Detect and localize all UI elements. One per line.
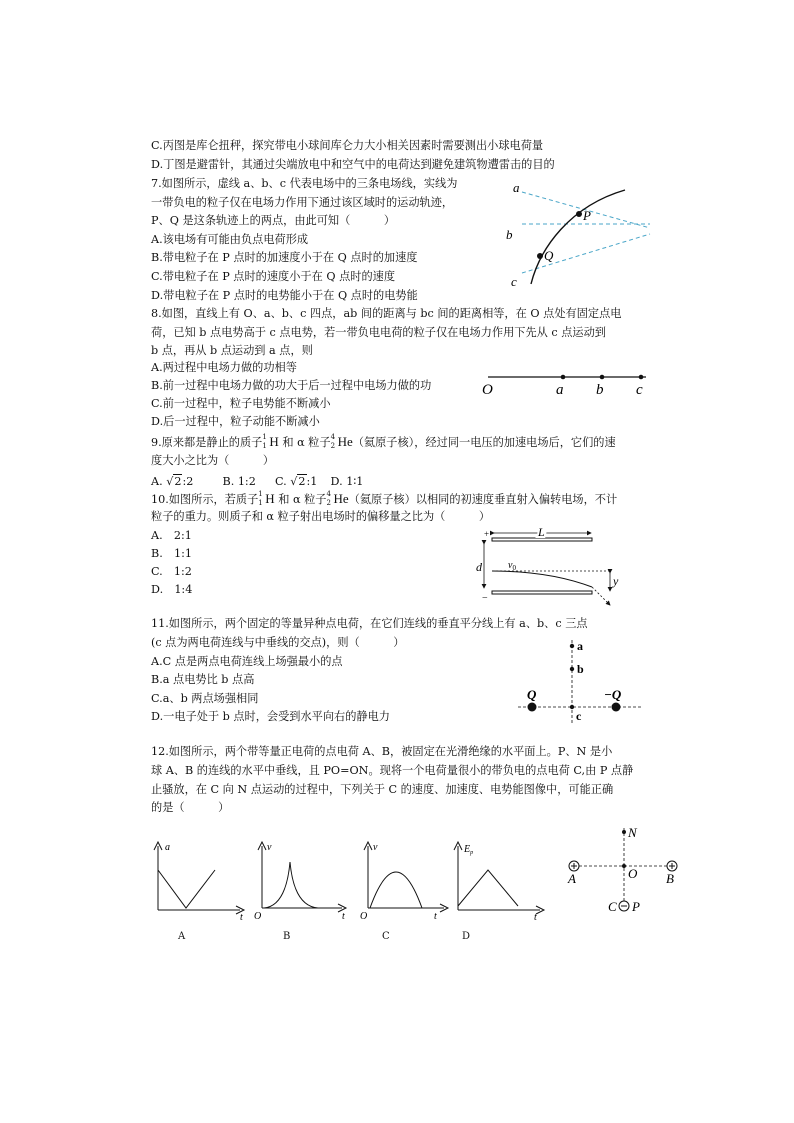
q7-stem-line1: 7.如图所示，虚线 a、b、c 代表电场中的三条电场线，实线为 bbox=[151, 177, 458, 190]
q12-graph-a bbox=[150, 840, 250, 922]
q11-positive-q-label: Q bbox=[527, 687, 537, 702]
q10-minus-sign: − bbox=[482, 593, 488, 604]
q7-stem-line3: P、Q 是这条轨迹上的两点，由此可知（ ） bbox=[151, 214, 396, 227]
q12-graph-c-ylabel: v bbox=[373, 842, 378, 853]
q6-option-c: C.丙图是库仑扭秤，探究带电小球间库仑力大小相关因素时需要测出小球电荷量 bbox=[151, 139, 544, 152]
q10-gap-label: d bbox=[476, 560, 482, 574]
q7-label-p: P bbox=[583, 208, 591, 223]
q7-field-lines-figure bbox=[500, 178, 660, 290]
q12-graph-c-origin: O bbox=[360, 911, 368, 922]
q10-option-c: C. 1:2 bbox=[151, 565, 192, 578]
q9-option-a: A. √2:2 bbox=[151, 475, 194, 488]
q10-length-label: L bbox=[538, 525, 545, 539]
proton-isotope: 1 1 bbox=[258, 490, 263, 507]
q10-option-d: D. 1:4 bbox=[151, 583, 193, 596]
q8-stem-line2: 荷，已知 b 点电势高于 c 点电势，若一带负电电荷的粒子仅在电场力作用下先从 c 点运动到 bbox=[151, 326, 606, 339]
q12-stem-line1: 12.如图所示，两个带等量正电荷的点电荷 A、B，被固定在光滑绝缘的水平面上。P、N 是小 bbox=[151, 745, 613, 758]
q8-option-a: A.两过程中电场力做的功相等 bbox=[151, 361, 297, 374]
q12-stem-line2: 球 A、B 的连线的水平中垂线，且 PO=ON。现将一个电荷量很小的带负电的点电荷 C,由 P 点静 bbox=[151, 764, 634, 777]
proton-isotope: 1 1 bbox=[262, 433, 267, 450]
q11-option-d: D.一电子处于 b 点时，会受到水平向右的静电力 bbox=[151, 710, 390, 723]
q12-label-o: O bbox=[628, 866, 638, 881]
q11-negative-q-label: −Q bbox=[604, 687, 622, 702]
q10-text-1: 10.如图所示，若质子 bbox=[151, 493, 259, 506]
q8-stem-line3: b 点，再从 b 点运动到 a 点，则 bbox=[151, 344, 313, 357]
q8-option-d: D.后一过程中，粒子动能不断减小 bbox=[151, 415, 320, 428]
q10-stem-line1 bbox=[151, 492, 617, 507]
q11-dipole-figure bbox=[510, 636, 650, 726]
q12-charges-figure bbox=[560, 820, 690, 920]
q12-label-b: B bbox=[666, 871, 674, 886]
q7-stem-line2: 一带负电的粒子仅在电场力作用下通过该区域时的运动轨迹， bbox=[151, 196, 454, 209]
q9-option-c: C. √2:1 bbox=[274, 475, 318, 488]
q7-label-b: b bbox=[506, 227, 513, 242]
q7-option-d: D.带电粒子在 P 点时的电势能小于在 Q 点时的电势能 bbox=[151, 289, 418, 302]
q10-option-a: A. 2:1 bbox=[151, 529, 192, 542]
q12-label-c: C bbox=[608, 899, 617, 914]
q9-text-2: 和 α 粒子 bbox=[278, 436, 331, 449]
q8-line-figure bbox=[478, 368, 658, 400]
q12-label-a: A bbox=[568, 871, 576, 886]
alpha-isotope: 4 2 bbox=[330, 433, 336, 450]
q9-stem-line1 bbox=[151, 435, 616, 450]
q8-label-o: O bbox=[482, 382, 493, 398]
q11-option-b: B.a 点电势比 b 点高 bbox=[151, 673, 255, 686]
q10-option-b: B. 1:1 bbox=[151, 547, 192, 560]
q8-stem-line1: 8.如图，直线上有 O、a、b、c 四点，ab 间的距离与 bc 间的距离相等，在 O 点处有固定点电 bbox=[151, 307, 622, 320]
q12-caption-c: C bbox=[382, 931, 390, 942]
q10-deflection-figure bbox=[470, 525, 630, 610]
q12-graph-c-xlabel: t bbox=[434, 911, 437, 922]
q7-label-c: c bbox=[511, 274, 517, 289]
alpha-isotope: 4 2 bbox=[326, 490, 331, 507]
q12-label-n: N bbox=[628, 825, 637, 840]
hydrogen-symbol: H bbox=[269, 434, 279, 449]
q10-y-label: y bbox=[613, 574, 619, 588]
q11-option-c: C.a、b 两点场强相同 bbox=[151, 692, 259, 705]
q12-caption-d: D bbox=[462, 931, 471, 942]
q8-label-a: a bbox=[556, 382, 564, 398]
q11-stem-line2: (c 点为两电荷连线与中垂线的交点)，则（ ） bbox=[151, 636, 405, 649]
q8-option-b: B.前一过程中电场力做的功大于后一过程中电场力做的功 bbox=[151, 379, 432, 392]
q12-stem-line3: 止骚放，在 C 向 N 点运动的过程中，下列关于 C 的速度、加速度、电势能图像中，可能正确 bbox=[151, 783, 614, 796]
q7-label-q: Q bbox=[544, 248, 554, 263]
q12-graph-d-ylabel: $E_p$ bbox=[464, 844, 474, 856]
q10-v0-label: $v_0$ bbox=[508, 560, 516, 572]
q8-option-c: C.前一过程中，粒子电势能不断减小 bbox=[151, 397, 331, 410]
helium-symbol: He bbox=[337, 434, 353, 449]
q7-option-c: C.带电粒子在 P 点时的速度小于在 Q 点时的速度 bbox=[151, 270, 396, 283]
q12-graph-b-origin: O bbox=[254, 911, 262, 922]
hydrogen-symbol: H bbox=[265, 491, 275, 506]
q12-stem-line4: 的是（ ） bbox=[151, 801, 230, 814]
q12-label-p: P bbox=[632, 899, 640, 914]
q9-option-d: D. 1∶1 bbox=[330, 475, 364, 488]
q11-label-a: a bbox=[577, 639, 583, 653]
q6-option-d: D.丁图是避雷针，其通过尖端放电中和空气中的电荷达到避免建筑物遭雷击的目的 bbox=[151, 158, 555, 171]
q11-stem-line1: 11.如图所示，两个固定的等量异种点电荷，在它们连线的垂直平分线上有 a、b、c 三点 bbox=[151, 617, 588, 630]
q12-graph-b-ylabel: v bbox=[267, 842, 272, 853]
q12-graph-b-xlabel: t bbox=[342, 911, 345, 922]
q12-caption-b: B bbox=[283, 931, 291, 942]
q11-label-b: b bbox=[577, 662, 584, 676]
q10-stem-line2: 粒子的重力。则质子和 α 粒子射出电场时的偏移量之比为（ ） bbox=[151, 510, 491, 523]
q12-graph-d bbox=[450, 840, 550, 922]
q9-text-3: （氦原子核），经过同一电压的加速电场后，它们的速 bbox=[352, 436, 616, 449]
q9-option-b: B. 1:2 bbox=[222, 475, 256, 488]
q8-label-c: c bbox=[636, 382, 643, 398]
q9-text-1: 9.原来都是静止的质子 bbox=[151, 436, 263, 449]
q10-text-3: （氦原子核）以相同的初速度垂直射入偏转电场，不计 bbox=[348, 493, 618, 506]
q7-option-b: B.带电粒子在 P 点时的加速度小于在 Q 点时的加速度 bbox=[151, 251, 418, 264]
q9-options bbox=[151, 475, 363, 489]
q12-caption-a: A bbox=[178, 931, 186, 942]
q9-stem-line2: 度大小之比为（ ） bbox=[151, 454, 275, 467]
q10-text-2: 和 α 粒子 bbox=[274, 493, 327, 506]
q7-label-a: a bbox=[513, 180, 520, 195]
q8-label-b: b bbox=[596, 382, 604, 398]
q12-graph-d-xlabel: t bbox=[534, 912, 537, 922]
q12-graph-a-ylabel: a bbox=[165, 842, 170, 853]
q11-label-c: c bbox=[576, 709, 582, 723]
q12-graph-c bbox=[358, 840, 458, 922]
q12-graph-a-xlabel: t bbox=[240, 912, 243, 922]
helium-symbol: He bbox=[333, 491, 349, 506]
q11-option-a: A.C 点是两点电荷连线上场强最小的点 bbox=[151, 655, 343, 668]
q10-plus-sign: + bbox=[484, 529, 490, 539]
q12-graph-b bbox=[252, 840, 352, 922]
q7-option-a: A.该电场有可能由负点电荷形成 bbox=[151, 233, 309, 246]
